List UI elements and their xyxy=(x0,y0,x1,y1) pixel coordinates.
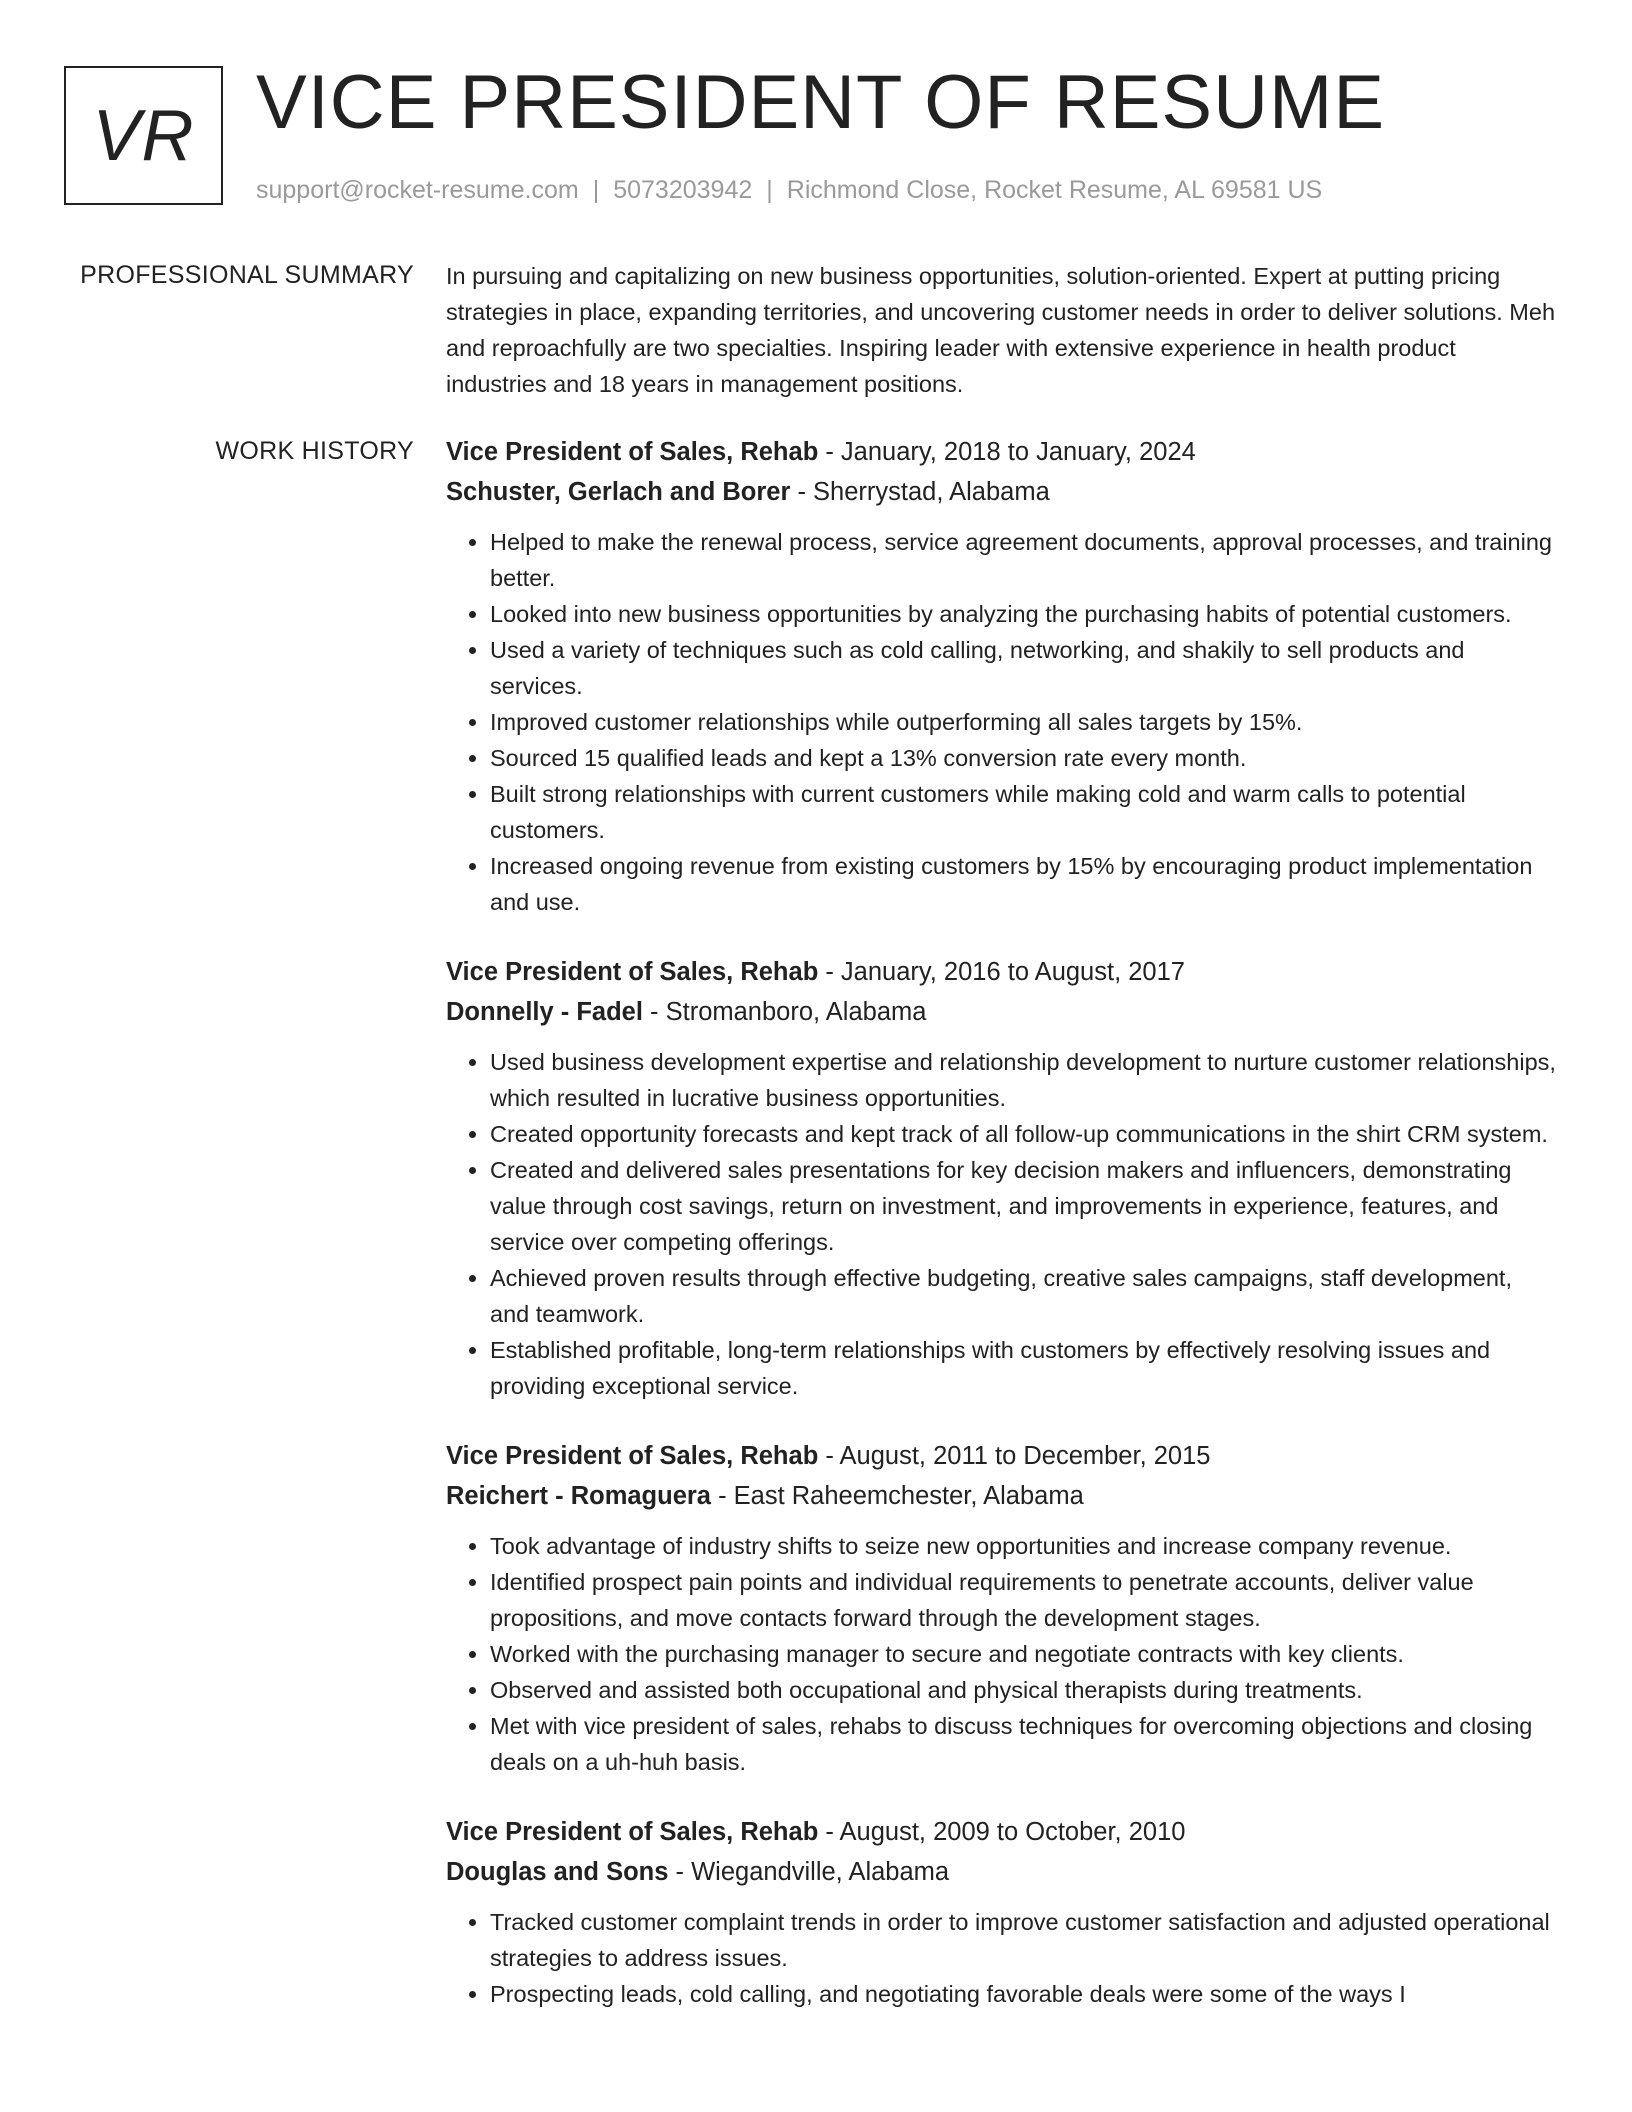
job-bullet: • Tracked customer complaint trends in order to improve customer satisfaction and adjusted operational strategies to address issues. xyxy=(490,1904,1556,1976)
job-dates: - August, 2011 to December, 2015 xyxy=(818,1442,1211,1470)
contact-address: Richmond Close, Rocket Resume, AL 69581 US xyxy=(786,176,1323,204)
summary-section xyxy=(446,258,1556,402)
job-company-line xyxy=(446,472,1556,512)
job-bullet: • Sourced 15 qualified leads and kept a 13% conversion rate every month. xyxy=(490,740,1556,776)
job-bullet: • Looked into new business opportunities by analyzing the purchasing habits of potential customers. xyxy=(490,596,1556,632)
job-company-line xyxy=(446,1476,1556,1516)
job-company: Schuster, Gerlach and Borer xyxy=(446,478,791,506)
job-bullet: • Worked with the purchasing manager to secure and negotiate contracts with key clients. xyxy=(490,1636,1556,1672)
job-bullet-list xyxy=(446,1904,1556,2012)
job-bullet: • Used a variety of techniques such as cold calling, networking, and shakily to sell products and services. xyxy=(490,632,1556,704)
job-bullet: • Used business development expertise and relationship development to nurture customer relationships, which resulted in lucrative business opportunities. xyxy=(490,1044,1556,1116)
job-entry xyxy=(446,952,1556,1404)
contact-email: support@rocket-resume.com xyxy=(256,176,579,204)
job-bullet: • Prospecting leads, cold calling, and negotiating favorable deals were some of the ways I xyxy=(490,1976,1556,2012)
job-location: - Wiegandville, Alabama xyxy=(668,1858,950,1886)
job-title-line xyxy=(446,1812,1556,1852)
resume-name: VICE PRESIDENT OF RESUME xyxy=(256,60,1386,145)
job-bullet: • Observed and assisted both occupational and physical therapists during treatments. xyxy=(490,1672,1556,1708)
job-title: Vice President of Sales, Rehab xyxy=(446,958,819,986)
job-title-line xyxy=(446,432,1556,472)
contact-phone: 5073203942 xyxy=(613,176,753,204)
job-bullet: • Took advantage of industry shifts to seize new opportunities and increase company revenue. xyxy=(490,1528,1556,1564)
job-bullet: • Built strong relationships with current customers while making cold and warm calls to potential customers. xyxy=(490,776,1556,848)
job-bullet: • Identified prospect pain points and individual requirements to penetrate accounts, deliver value propositions, and move contacts forward through the development stages. xyxy=(490,1564,1556,1636)
job-bullet: • Created and delivered sales presentations for key decision makers and influencers, demonstrating value through cost savings, return on investment, and improvements in experience, features, and service over competing offerings. xyxy=(490,1152,1556,1260)
job-bullet-list xyxy=(446,524,1556,920)
job-company-line xyxy=(446,992,1556,1032)
job-bullet: • Achieved proven results through effective budgeting, creative sales campaigns, staff development, and teamwork. xyxy=(490,1260,1556,1332)
job-location: - East Raheemchester, Alabama xyxy=(711,1482,1084,1510)
job-location: - Stromanboro, Alabama xyxy=(642,998,927,1026)
job-bullet-list xyxy=(446,1044,1556,1404)
contact-line xyxy=(256,174,1322,206)
job-dates: - August, 2009 to October, 2010 xyxy=(818,1818,1186,1846)
job-title: Vice President of Sales, Rehab xyxy=(446,1442,819,1470)
job-bullet: • Created opportunity forecasts and kept track of all follow-up communications in the shirt CRM system. xyxy=(490,1116,1556,1152)
job-company: Donnelly - Fadel xyxy=(446,998,643,1026)
work-history-section-label: WORK HISTORY xyxy=(215,437,414,465)
summary-text: In pursuing and capitalizing on new business opportunities, solution-oriented. Expert at putting pricing strategies in place, expanding territories, and uncovering customer needs in order to deliver solutions. Meh and reproachfully are two specialties. Inspiring leader with extensive experience in health product industries and 18 years in management positions. xyxy=(446,263,1556,397)
monogram-logo: VR xyxy=(64,66,223,205)
job-entry xyxy=(446,1436,1556,1780)
job-dates: - January, 2016 to August, 2017 xyxy=(818,958,1185,986)
summary-section-label: PROFESSIONAL SUMMARY xyxy=(80,261,414,289)
job-bullet: • Established profitable, long-term relationships with customers by effectively resolving issues and providing exceptional service. xyxy=(490,1332,1556,1404)
job-bullet: • Improved customer relationships while outperforming all sales targets by 15%. xyxy=(490,704,1556,740)
job-location: - Sherrystad, Alabama xyxy=(790,478,1050,506)
job-company: Douglas and Sons xyxy=(446,1858,669,1886)
job-bullet-list xyxy=(446,1528,1556,1780)
job-company: Reichert - Romaguera xyxy=(446,1482,711,1510)
job-company-line xyxy=(446,1852,1556,1892)
job-entry xyxy=(446,432,1556,920)
job-bullet: • Increased ongoing revenue from existing customers by 15% by encouraging product implementation and use. xyxy=(490,848,1556,920)
job-title: Vice President of Sales, Rehab xyxy=(446,1818,819,1846)
job-title: Vice President of Sales, Rehab xyxy=(446,438,819,466)
job-bullet: • Helped to make the renewal process, service agreement documents, approval processes, and training better. xyxy=(490,524,1556,596)
job-bullet: • Met with vice president of sales, rehabs to discuss techniques for overcoming objections and closing deals on a uh-huh basis. xyxy=(490,1708,1556,1780)
job-entry xyxy=(446,1812,1556,2012)
work-history-section xyxy=(446,432,1556,2044)
job-dates: - January, 2018 to January, 2024 xyxy=(818,438,1196,466)
contact-separator: | xyxy=(766,176,773,204)
job-title-line xyxy=(446,1436,1556,1476)
job-title-line xyxy=(446,952,1556,992)
contact-separator: | xyxy=(592,176,600,204)
